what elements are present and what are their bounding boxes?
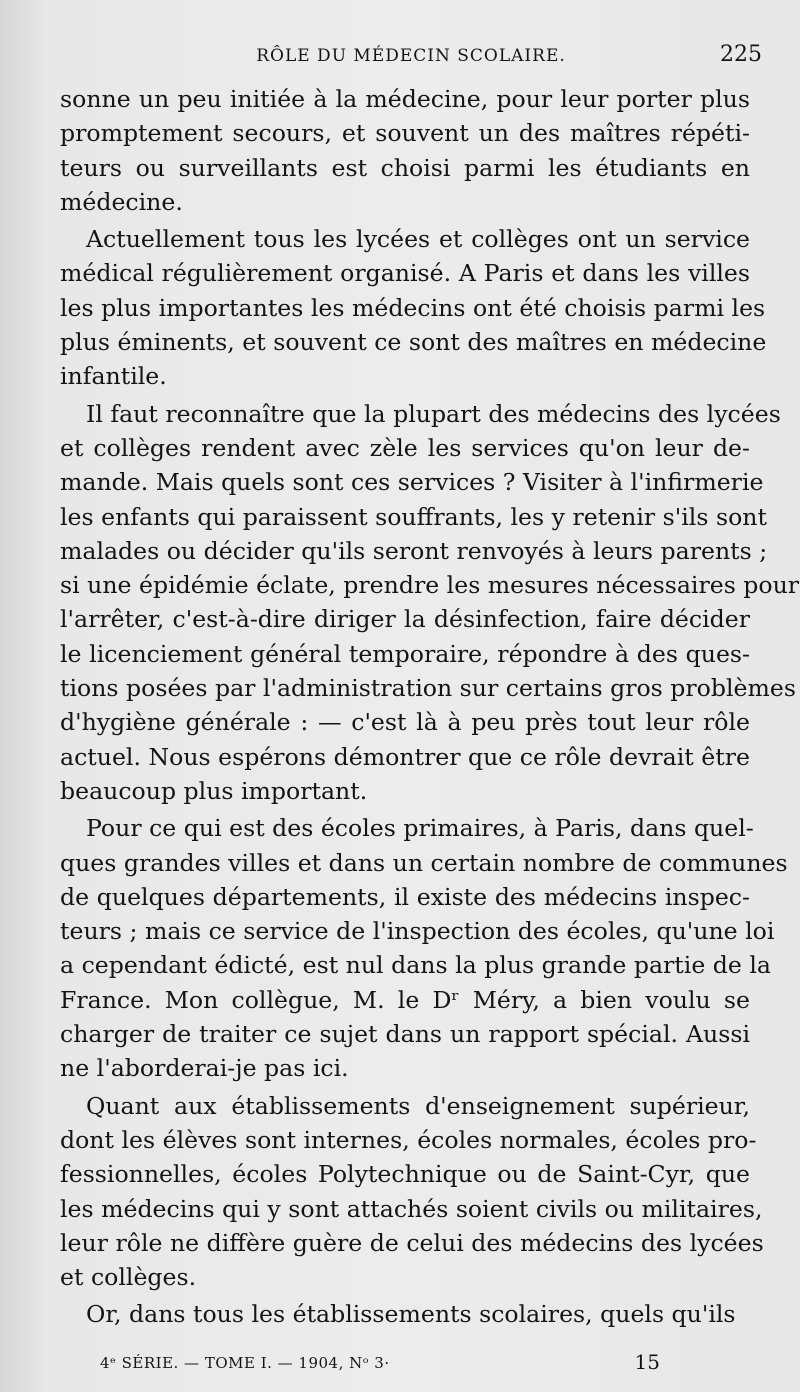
text-line: médecine. (60, 187, 183, 216)
text-line: leur rôle ne diffère guère de celui des médecins des lycées (60, 1228, 764, 1257)
text-line: France. Mon collègue, M. le Dʳ Méry, a bien voulu se (60, 985, 750, 1014)
text-line: Quant aux établissements d'enseignement supérieur, (86, 1091, 750, 1120)
running-title: RÔLE DU MÉDECIN SCOLAIRE. (256, 46, 566, 66)
text-line: les plus importantes les médecins ont été choisis parmi les (60, 293, 766, 322)
text-line: ques grandes villes et dans un certain nombre de communes (60, 848, 788, 877)
text-line: teurs ; mais ce service de l'inspection des écoles, qu'une loi (60, 917, 775, 946)
paragraph (60, 222, 767, 393)
text-line: les enfants qui paraissent souffrants, les y retenir s'ils sont (60, 502, 767, 531)
text-line: Actuellement tous les lycées et collèges ont un service (86, 225, 750, 254)
page-footer (100, 1350, 660, 1376)
series-line: 4ᵉ SÉRIE. — TOME I. — 1904, Nᵒ 3· (100, 1354, 390, 1372)
body-text (60, 82, 800, 1335)
text-line: actuel. Nous espérons démontrer que ce rôle devrait être (60, 742, 750, 771)
text-line: tions posées par l'administration sur certains gros problèmes (60, 674, 796, 703)
text-line: beaucoup plus important. (60, 776, 368, 805)
text-line: d'hygiène générale : — c'est là à peu près tout leur rôle (60, 708, 750, 737)
paragraph (60, 82, 750, 219)
text-line: infantile. (60, 362, 167, 391)
text-line: dont les élèves sont internes, écoles normales, écoles pro- (60, 1125, 757, 1154)
text-line: malades ou décider qu'ils seront renvoyés à leurs parents ; (60, 536, 768, 565)
text-line: Pour ce qui est des écoles primaires, à Paris, dans quel- (86, 814, 754, 843)
text-line: promptement secours, et souvent un des maîtres répéti- (60, 119, 750, 148)
paragraph (60, 1297, 750, 1331)
text-line: teurs ou surveillants est choisi parmi les étudiants en (60, 153, 750, 182)
running-head (60, 40, 762, 80)
text-line: plus éminents, et souvent ce sont des maîtres en médecine (60, 328, 767, 357)
text-line: si une épidémie éclate, prendre les mesures nécessaires pour (60, 571, 800, 600)
paragraph (60, 811, 788, 1085)
text-line: et collèges rendent avec zèle les services qu'on leur de- (60, 433, 750, 462)
text-line: Or, dans tous les établissements scolaires, quels qu'ils (86, 1300, 736, 1329)
signature-mark: 15 (634, 1350, 660, 1374)
text-line: a cependant édicté, est nul dans la plus grande partie de la (60, 951, 771, 980)
text-line: l'arrêter, c'est-à-dire diriger la désinfection, faire décider (60, 605, 750, 634)
text-line: fessionnelles, écoles Polytechnique ou de Saint-Cyr, que (60, 1160, 750, 1189)
text-line: et collèges. (60, 1263, 197, 1292)
text-line: médical régulièrement organisé. A Paris et dans les villes (60, 259, 750, 288)
text-line: de quelques départements, il existe des médecins inspec- (60, 882, 750, 911)
text-line: les médecins qui y sont attachés soient civils ou militaires, (60, 1194, 763, 1223)
text-line: sonne un peu initiée à la médecine, pour leur porter plus (60, 85, 750, 113)
paragraph (60, 1089, 764, 1295)
text-line: ne l'aborderai-je pas ici. (60, 1054, 349, 1083)
text-line: charger de traiter ce sujet dans un rapport spécial. Aussi (60, 1020, 750, 1049)
paragraph (60, 397, 800, 809)
text-line: le licenciement général temporaire, répondre à des ques- (60, 639, 750, 668)
text-line: Il faut reconnaître que la plupart des médecins des lycées (86, 399, 781, 428)
page-number: 225 (720, 42, 762, 67)
text-line: mande. Mais quels sont ces services ? Visiter à l'infirmerie (60, 468, 764, 497)
